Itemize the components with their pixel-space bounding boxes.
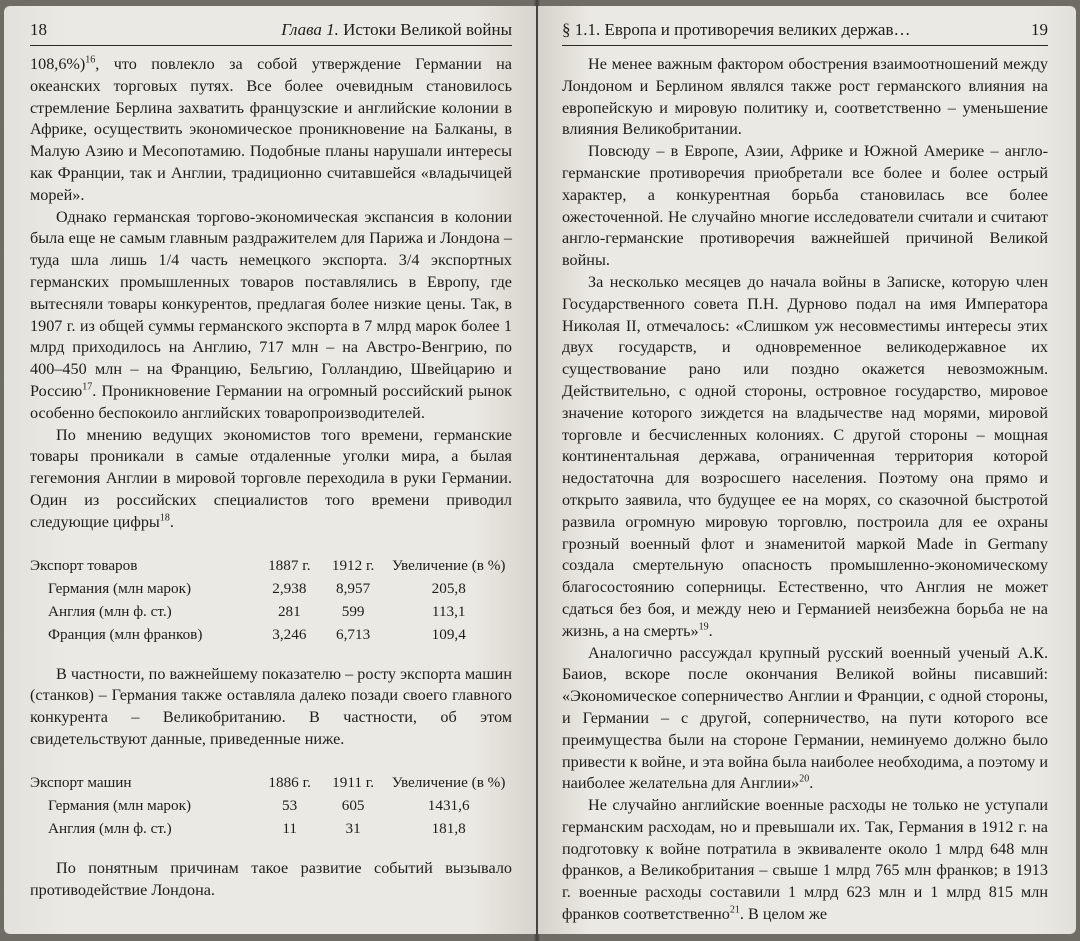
right-paragraph-3 (562, 272, 1048, 643)
footnote-ref: 18 (159, 512, 170, 524)
table-col-header: 1886 г. (268, 773, 311, 791)
row-label: Франция (млн франков) (48, 625, 203, 643)
table-cell: 599 (341, 602, 365, 620)
footnote-ref: 16 (85, 54, 96, 66)
table-col-header: 1912 г. (331, 556, 375, 574)
right-page (538, 6, 1076, 934)
table-cell: 3,246 (272, 625, 307, 643)
table-header-row (30, 773, 512, 796)
right-page-number: 19 (1031, 20, 1048, 39)
table-header-row (30, 556, 512, 579)
right-running-header (562, 20, 1048, 46)
left-header-title (281, 20, 512, 40)
text-run: По мнению ведущих экономистов того времени, германские товары проникали в самые отдаленные уголки мира, а былая гегемония Англии в мировой торговле переходила в руки Германии. Один из российских специалистов того времени приводил следующие цифры (30, 425, 512, 531)
left-paragraph-2 (30, 207, 512, 425)
text-run: . (809, 774, 814, 793)
text-run: . (169, 512, 174, 531)
text-run: 108,6%) (30, 55, 86, 73)
table-cell: 2,938 (272, 579, 307, 597)
text-run: Аналогично рассуждал крупный русский военный ученый А.К. Баиов, вскоре после окончания Великой войны писавший: «Экономическое соперничество Англии и Франции, с одной стороны, и Германии – с другой, соперничество, на пути которого все преимущества были на стороне Германии, неминуемо должно было привести к войне, и эта война была наиболее необходима, а поэтому и наиболее желательна для Англии» (562, 643, 1048, 793)
section-title: § 1.1. Европа и противоречия великих держав… (562, 20, 911, 39)
right-paragraph-1: Не менее важным фактором обострения взаимоотношений между Лондоном и Берлином являлся также рост германского влияния на европейскую и мировую политику и, соответственно – уменьшение влияния Великобритании. (562, 55, 1048, 139)
table-col-header: 1911 г. (332, 773, 375, 791)
table-col-header: Увеличение (в %) (391, 556, 506, 574)
text-run: Однако германская торгово-экономическая экспансия в колонии была еще не самым главным раздражителем для Парижа и Лондона – туда шла лишь 1/4 часть немецкого экспорта. 3/4 экспортных германских промышленных товаров поставлялись в Европу, где вытесняли товары конкурентов, предлагая более низкие цены. Так, в 1907 г. из общей суммы германского экспорта в 7 млрд марок более 1 млрд приходилось на Англию, 717 млн – на Австро-Венгрию, по 400–450 млн – на Францию, Бельгию, Голландию, Швейцарию и Россию (30, 207, 512, 400)
right-paragraph-5 (562, 795, 1048, 926)
table-row (30, 602, 512, 625)
table-label: Экспорт машин (30, 773, 132, 791)
left-paragraph-4: В частности, по важнейшему показателю – росту экспорта машин (станков) – Германия также оставляла далеко позади своего главного конкурента – Великобританию. В частности, об этом свидетельствуют данные, приведенные ниже. (30, 664, 512, 748)
table-cell: 113,1 (431, 602, 466, 620)
text-run: . Проникновение Германии на огромный российский рынок особенно беспокоило английских товаропроизводителей. (30, 381, 512, 422)
footnote-ref: 21 (729, 904, 740, 916)
table-cell: 8,957 (336, 579, 371, 597)
chapter-label: Глава 1. (281, 20, 339, 39)
table-cell: 109,4 (431, 625, 466, 643)
export-machines-table (30, 773, 512, 842)
text-run: . (708, 621, 713, 640)
table-cell: 11 (282, 819, 297, 837)
export-goods-table (30, 556, 512, 648)
table-cell: 205,8 (431, 579, 466, 597)
right-paragraph-2: Повсюду – в Европе, Азии, Африке и Южной Америке – англо-германские противоречия приобретали все более и более острый характер, а конкурентная борьба становилась все более ожесточенной. Не случайно многие исследователи считали и считают англо-германские противоречия важнейшей причиной Великой войны. (562, 142, 1048, 270)
row-label: Англия (млн ф. ст.) (48, 602, 172, 620)
footnote-ref: 20 (799, 773, 810, 785)
table-label: Экспорт товаров (30, 556, 138, 574)
left-paragraph-5: По понятным причинам такое развитие событий вызывало противодействие Лондона. (30, 858, 512, 899)
text-run: За несколько месяцев до начала войны в Записке, которую член Государственного совета П.Н. Дурново подал на имя Императора Николая II, отмечалось: «Слишком уж несовместимы интересы этих двух государств, и одновременное великодержавное их существование рано или поздно окажется невозможным. Действительно, с одной стороны, островное государство, мировое значение которого зиждется на владычестве над морями, мировой торговле и бесчисленных колониях. С другой стороны – мощная континентальная держава, ограниченная территория которой недостаточна для возросшего населения. Поэтому она прямо и открыто заявила, что будущее ее на морях, со сказочной быстротой развила огромную мировую торговлю, построила для ее охраны грозный военный флот и знаменитой маркой Made in Germany создала смертельную опасность промышленно-экономическому благосостоянию соперницы. Естественно, что Англия не может сдаться без боя, и между нею и Германией неизбежна борьба не на жизнь, а на смерть» (562, 272, 1048, 640)
text-run: . В целом же (739, 905, 828, 924)
table-cell: 53 (282, 796, 298, 814)
left-page-number: 18 (30, 20, 47, 39)
table-col-header: Увеличение (в %) (391, 773, 506, 791)
table-col-header: 1887 г. (268, 556, 311, 574)
chapter-title: Истоки Великой войны (343, 20, 512, 39)
table-cell: 1431,6 (427, 796, 470, 814)
table-row (30, 796, 512, 819)
right-paragraph-4 (562, 643, 1048, 796)
text-run: , что повлекло за собой утверждение Германии на океанских торговых путях. Все более очевидным становилось стремление Берлина захватить французские и английские колонии в Африке, осуществить экономическое проникновение на Балканы, в Малую Азию и Месопотамию. Подобные планы нарушали интересы как Франции, так и Англии, традиционно считавшейся «владычицей морей». (30, 55, 512, 204)
text-run: Не случайно английские военные расходы не только не уступали германским расходам, но и превышали их. Так, Германия в 1912 г. на подготовку к войне потратила в эквиваленте около 1 млрд 648 млн франков, а Великобритания – свыше 1 млрд 765 млн франков; в 1913 г. военные расходы составили 1 млрд 623 млн и 1 млрд 815 млн франков соответственно (562, 796, 1048, 924)
left-paragraph-1 (30, 54, 512, 207)
table-cell: 605 (341, 796, 365, 814)
footnote-ref: 17 (82, 381, 93, 393)
left-page (4, 6, 536, 934)
row-label: Германия (млн марок) (48, 579, 192, 597)
left-paragraph-3 (30, 425, 512, 534)
row-label: Англия (млн ф. ст.) (48, 819, 172, 837)
table-cell: 6,713 (336, 625, 371, 643)
table-row (30, 625, 512, 648)
table-cell: 181,8 (431, 819, 466, 837)
table-row (30, 819, 512, 842)
left-running-header (30, 20, 512, 46)
table-cell: 31 (345, 819, 361, 837)
table-cell: 281 (277, 602, 301, 620)
row-label: Германия (млн марок) (48, 796, 192, 814)
table-row (30, 579, 512, 602)
footnote-ref: 19 (698, 621, 709, 633)
